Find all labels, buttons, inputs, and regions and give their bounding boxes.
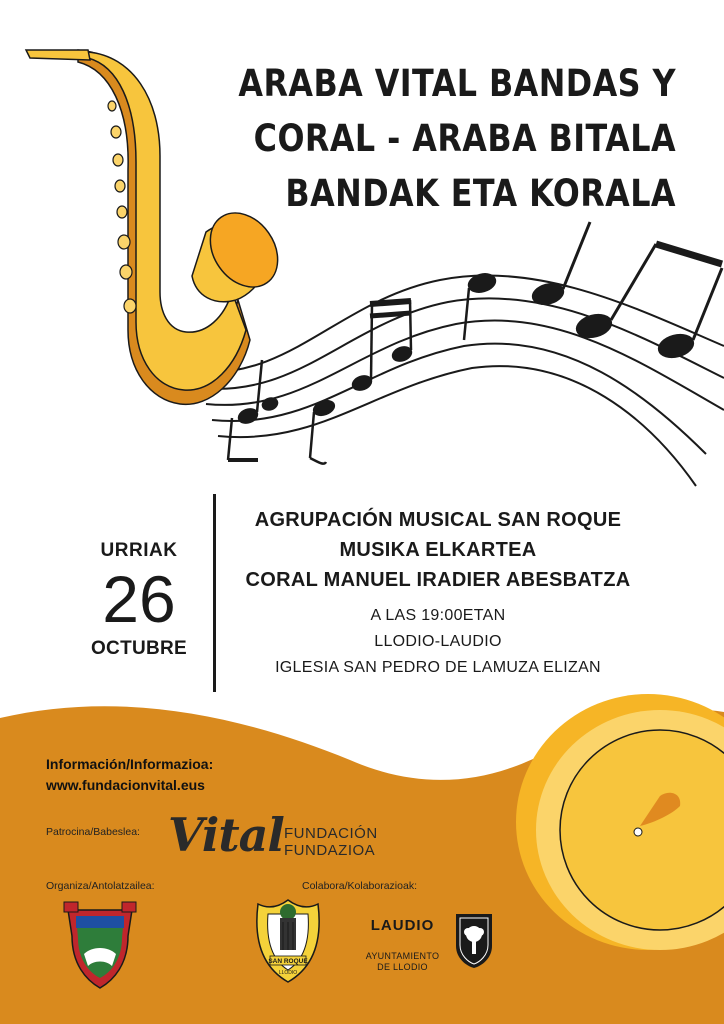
title-line-1: ARABA VITAL BANDAS Y <box>238 62 676 105</box>
info-link[interactable]: www.fundacionvital.eus <box>46 777 205 793</box>
title-line-2: CORAL - ARABA BITALA <box>253 117 676 160</box>
laudio-line-4: DE LLODIO <box>377 962 428 972</box>
laudio-line-3: AYUNTAMIENTO <box>365 951 440 961</box>
town-shield-logo <box>454 912 494 970</box>
organizer-label: Organiza/Antolatzailea: <box>46 880 155 892</box>
date-block <box>80 540 198 660</box>
day-number: 26 <box>102 562 176 636</box>
collab-label: Colabora/Kolaborazioak: <box>302 880 417 892</box>
group-name-3: CORAL MANUEL IRADIER ABESBATZA <box>245 569 631 591</box>
group-name-2: MUSIKA ELKARTEA <box>339 539 537 561</box>
sanroque-logo-text: SAN ROQUE <box>268 958 308 965</box>
laudio-udala-logo <box>355 918 450 973</box>
sponsor-label: Patrocina/Babeslea: <box>46 826 140 838</box>
event-title <box>229 56 676 221</box>
vital-logo-line-2: FUNDAZIOA <box>284 842 376 859</box>
organizer-crest-logo <box>60 896 140 992</box>
music-staff <box>196 275 724 486</box>
event-details <box>228 505 648 681</box>
group-name-1: AGRUPACIÓN MUSICAL SAN ROQUE <box>254 509 622 531</box>
vital-logo-wordmark: Vital <box>168 808 284 862</box>
month-basque: URRIAK <box>100 540 178 561</box>
month-spanish: OCTUBRE <box>90 638 188 659</box>
event-venue: IGLESIA SAN PEDRO DE LAMUZA ELIZAN <box>275 659 601 676</box>
sanroque-logo-sub: LLODIO <box>278 970 298 976</box>
vital-logo-line-1: FUNDACIÓN <box>284 825 378 842</box>
laudio-line-1: LAUDIO <box>370 917 435 934</box>
title-line-3: BANDAK ETA KORALA <box>285 172 676 215</box>
info-label: Información/Informazioa: <box>46 756 214 772</box>
laudio-line-2: UDALA <box>373 932 432 949</box>
event-time: A LAS 19:00ETAN <box>370 607 506 624</box>
event-town: LLODIO-LAUDIO <box>374 633 502 650</box>
vertical-divider <box>213 494 216 692</box>
